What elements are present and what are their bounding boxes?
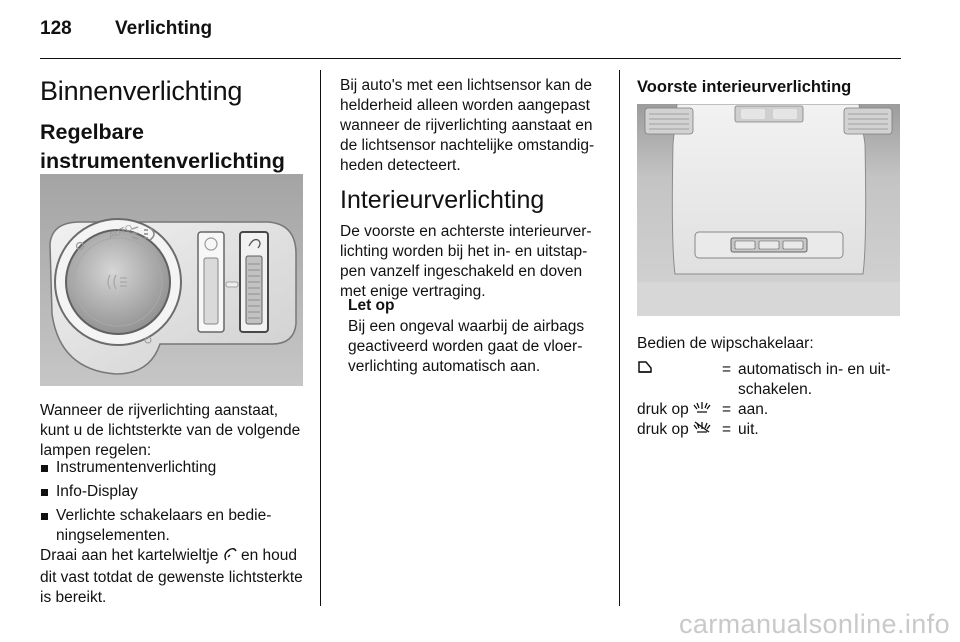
column-divider-2 (619, 70, 620, 606)
header-divider (40, 58, 901, 59)
definition-equals: = (722, 421, 732, 438)
definition-description: aan. (738, 401, 769, 418)
definition-term-text: druk op (637, 421, 689, 438)
thumbwheel-text-start: Draai aan het kartelwieltje (40, 547, 219, 564)
section-title: Verlichting (115, 18, 213, 39)
note-body: Bij een ongeval waarbij de airbags geactiveerd worden gaat de vloerverlichting automatisch aan. (348, 318, 585, 375)
list-item: Info-Display (40, 482, 310, 502)
page-number: 128 (40, 18, 72, 39)
light-switch-image (40, 174, 303, 386)
lamp-list (40, 458, 310, 550)
definition-description: automatisch in- en uitschakelen. (738, 361, 891, 398)
definition-row-on (637, 400, 902, 420)
heading-front-interior-lighting: Voorste interieurverlichting (637, 78, 852, 96)
list-item: Verlichte schakelaars en bedieningselementen. (40, 506, 310, 546)
heading-binnenverlichting: Binnenverlichting (40, 76, 243, 106)
definition-equals: = (722, 401, 732, 418)
lamp-off-icon (693, 420, 711, 440)
door-light-icon (637, 360, 653, 380)
definition-row-auto (637, 360, 902, 400)
front-interior-light-illustration (637, 104, 900, 316)
thumbwheel-text-end: en houd dit vast totdat de gewenste lichtsterkte is bereikt. (40, 547, 303, 606)
definition-description: uit. (738, 421, 759, 438)
watermark: carmanualsonline.info (678, 609, 950, 639)
interior-light-image (637, 104, 900, 316)
list-item: Instrumentenverlichting (40, 458, 310, 478)
rocker-switch-instruction: Bedien de wipschakelaar: (637, 335, 814, 352)
definition-term (637, 360, 722, 400)
thumbwheel-icon (223, 547, 237, 568)
switch-definitions (637, 360, 902, 440)
auto-label: AUTO (107, 222, 134, 241)
thumbwheel-paragraph (40, 546, 310, 608)
intro-paragraph: Wanneer de rijverlichting aanstaat, kunt u de lichtsterkte van de volgende lampen regelen: (40, 402, 301, 459)
light-switch-illustration (40, 174, 303, 386)
note-title: Let op (348, 297, 395, 314)
subheading-instrument-lighting: Regelbare instrumentenverlichting (40, 120, 285, 173)
lamp-on-icon (693, 400, 711, 420)
column-divider-1 (320, 70, 321, 606)
definition-term (637, 420, 722, 440)
definition-equals: = (722, 361, 732, 378)
definition-term (637, 400, 722, 420)
interior-lighting-paragraph: De voorste en achterste interieurverlichting worden bij het in- en uitstappen vanzelf ingeschakeld en doven met enige vertraging. (340, 223, 592, 300)
light-sensor-paragraph: Bij auto's met een lichtsensor kan de helderheid alleen worden aangepast wanneer de rijverlichting aanstaat en de lichtsensor nachtelijke omstandigheden detecteert. (340, 77, 595, 174)
definition-row-off (637, 420, 902, 440)
heading-interieurverlichting: Interieurverlichting (340, 186, 545, 214)
definition-term-text: druk op (637, 401, 689, 418)
